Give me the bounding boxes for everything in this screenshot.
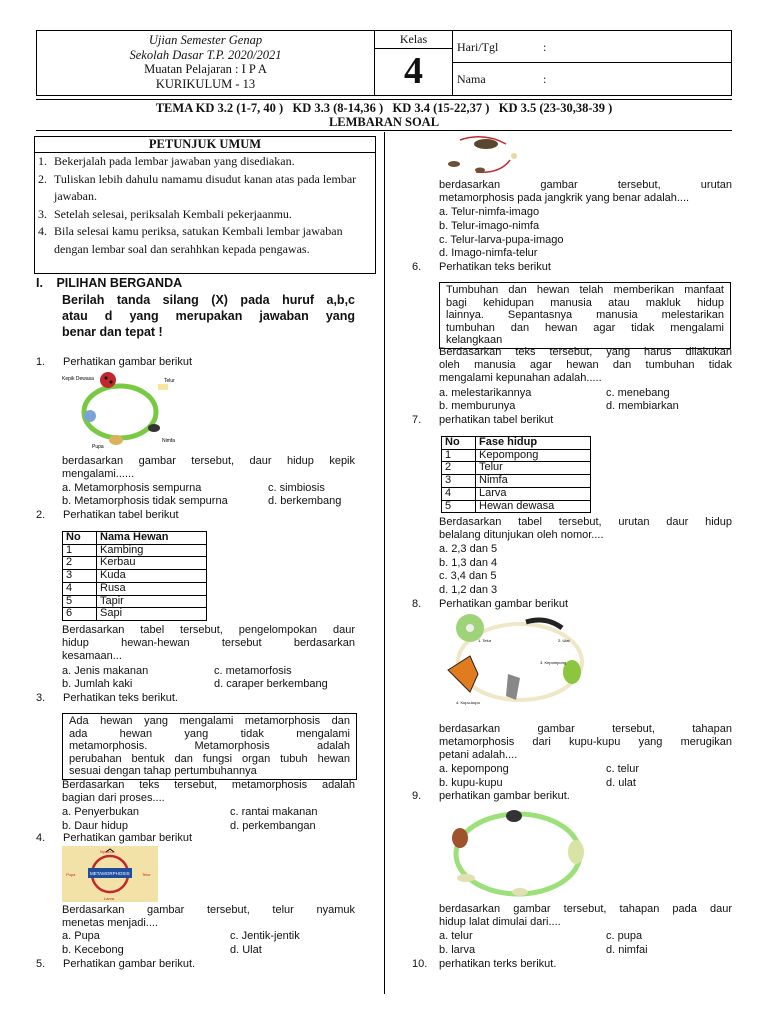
q5-stem: berdasarkan gambar tersebut, urutan metamorphosis pada jangkrik yang benar adalah.... (439, 179, 732, 204)
title-rule (36, 130, 732, 131)
section-instruction: Berilah tanda silang (X) pada huruf a,b,c atau d yang merupakan jawaban yang benar dan tepat ! (62, 293, 355, 339)
instructions-list (35, 153, 375, 258)
q8-option-b[interactable]: b. kupu-kupu (439, 777, 503, 789)
date-field[interactable] (453, 31, 732, 63)
name-colon: : (543, 72, 547, 86)
q3-text-box: Ada hewan yang mengalami metamorphosis dan ada hewan yang tidak mengalami metamorphosis. Metamorphosis adalah perubahan bentuk dan fungsi organ tubuh hewan sesuai dengan tahap pertumbuhannya (62, 713, 357, 780)
table-row: 6 Sapi (63, 608, 207, 621)
exam-header (36, 30, 732, 96)
section-heading (36, 276, 182, 291)
table-row: 4 Rusa (63, 582, 207, 595)
name-label: Nama (457, 72, 486, 86)
q4-option-a[interactable]: a. Pupa (62, 930, 100, 942)
instruction-item: 2. Tuliskan lebih dahulu namamu disudut kanan atas pada lembar jawaban. (38, 171, 357, 203)
q3-option-b[interactable]: b. Daur hidup (62, 820, 129, 832)
q5-option-c[interactable]: c. Telur-larva-pupa-imago (439, 234, 564, 246)
table-row: 5 Hewan dewasa (442, 500, 591, 513)
exam-title: Ujian Semester Genap (148, 33, 263, 47)
label-egg: Telur (164, 378, 175, 384)
mosquito-lifecycle-image (62, 846, 158, 902)
label-mosquito: Nyamuk (100, 849, 115, 854)
q4-option-d[interactable]: d. Ulat (230, 944, 262, 956)
q7-stem: Berdasarkan tabel tersebut, urutan daur hidup belalang ditunjukan oleh nomor.... (439, 516, 732, 541)
table-row: 2 Kerbau (63, 557, 207, 570)
label-metamorphosis: METAMORPHOSIS (90, 871, 130, 876)
table-row: 4 Larva (442, 487, 591, 500)
q9-option-a[interactable]: a. telur (439, 930, 473, 942)
label-larva: Larva (104, 896, 115, 901)
instructions-title: PETUNJUK UMUM (35, 137, 375, 153)
q5-option-b[interactable]: b. Telur-imago-nimfa (439, 220, 540, 232)
school-year: Sekolah Dasar T.P. 2020/2021 (129, 47, 282, 62)
date-label: Hari/Tgl (457, 40, 499, 54)
table-row: 1 Kambing (63, 544, 207, 557)
q6-option-d[interactable]: d. membiarkan (606, 400, 679, 412)
q2-option-d[interactable]: d. caraper berkembang (214, 678, 328, 690)
column-divider (384, 132, 385, 994)
theme-kd: TEMA KD 3.2 (1-7, 40 ) KD 3.3 (8-14,36 ) KD 3.4 (15-22,37 ) KD 3.5 (23-30,38-39 ) (155, 101, 613, 115)
q9-stem: berdasarkan gambar tersebut, tahapan pada daur hidup lalat dimulai dari.... (439, 903, 732, 928)
q4-option-c[interactable]: c. Jentik-jentik (230, 930, 300, 942)
label-caterpillar: 2. Ulat (558, 638, 570, 643)
label-cocoon: 3. Kepompong (540, 660, 567, 665)
table-row: 3 Kuda (63, 570, 207, 583)
butterfly-lifecycle-image (440, 612, 596, 708)
table-row: 5 Tapir (63, 595, 207, 608)
class-number: 4 (404, 50, 423, 92)
q4-option-b[interactable]: b. Kecebong (62, 944, 124, 956)
ladybug-lifecycle-image (62, 370, 186, 450)
q3-option-a[interactable]: a. Penyerbukan (62, 806, 140, 818)
q5-option-a[interactable]: a. Telur-nimfa-imago (439, 206, 540, 218)
q6-option-b[interactable]: b. memburunya (439, 400, 516, 412)
instruction-item: 4. Bila selesai kamu periksa, satukan Kembali lembar jawaban dengan lembar soal dan serahhkan kepada pengawas. (38, 224, 343, 256)
instruction-item: 3. Setelah selesai, periksalah Kembali pekerjaanmu. (38, 206, 292, 221)
q2-option-b[interactable]: b. Jumlah kaki (62, 678, 133, 690)
header-rule (36, 99, 732, 100)
q7-option-c[interactable]: c. 3,4 dan 5 (439, 570, 497, 582)
q1-option-c[interactable]: c. simbiosis (268, 482, 325, 494)
phase-table: No Fase hidup 1 Kepompong 2 Telur 3 Nimfa 4 Larva 5 Hewan dewasa (441, 436, 591, 513)
q2-option-c[interactable]: c. metamorfosis (214, 665, 292, 677)
q8-option-a[interactable]: a. kepompong (439, 763, 509, 775)
label-nymph: Nimfa (162, 438, 176, 444)
q6-option-c[interactable]: c. menebang (606, 387, 670, 399)
q1-option-b[interactable]: b. Metamorphosis tidak sempurna (62, 495, 228, 507)
label-egg: 1. Telur (478, 638, 492, 643)
q1-stem: berdasarkan gambar tersebut, daur hidup kepik mengalami...... (62, 455, 355, 480)
instruction-item: 1. Bekerjalah pada lembar jawaban yang disediakan. (38, 154, 295, 168)
q6-text-box: Tumbuhan dan hewan telah memberikan manfaat bagi kehidupan manusia atau makluk hidup lainnya. Sepantasnya manusia melestarikan tumbuhan dan hewan agar tidak mengalami kelangkaan (439, 282, 731, 349)
cricket-lifecycle-image (440, 134, 526, 178)
q3-option-c[interactable]: c. rantai makanan (230, 806, 318, 818)
sheet-title: LEMBARAN SOAL (328, 115, 440, 129)
animal-table: No Nama Hewan 1 Kambing 2 Kerbau 3 Kuda 4 Rusa 5 Tapir 6 Sapi (62, 531, 207, 621)
q2-stem: Berdasarkan tabel tersebut, pengelompokan daur hidup hewan-hewan tersebut berdasarkan kesamaan... (62, 624, 355, 662)
q8-option-c[interactable]: c. telur (606, 763, 640, 775)
q3-stem: Berdasarkan teks tersebut, metamorphosis adalah bagian dari proses.... (62, 779, 355, 804)
table-row: 2 Telur (442, 462, 591, 475)
q2-option-a[interactable]: a. Jenis makanan (62, 665, 149, 677)
q8-stem: berdasarkan gambar tersebut, tahapan metamorphosis dari kupu-kupu yang merugikan petani adalah.... (439, 723, 732, 761)
label-egg: Telur (142, 872, 151, 877)
fly-lifecycle-image (440, 804, 596, 900)
class-label: Kelas (375, 31, 452, 49)
student-info (453, 31, 732, 95)
q9-option-c[interactable]: c. pupa (606, 930, 643, 942)
q9-option-b[interactable]: b. larva (439, 944, 476, 956)
name-field[interactable] (453, 63, 732, 95)
instructions-box (34, 136, 376, 274)
label-butterfly: 4. Kupu-kupu (456, 700, 480, 705)
q8-option-d[interactable]: d. ulat (606, 777, 636, 789)
school-info (37, 31, 375, 95)
q6-stem: Berdasarkan teks tersebut, yang harus dilakukan oleh manusia agar hewan dan tumbuhan tidak mengalami kepunahan adalah..... (439, 346, 732, 384)
q7-option-a[interactable]: a. 2,3 dan 5 (439, 543, 498, 555)
q4-stem: Berdasarkan gambar tersebut, telur nyamuk menetas menjadi.... (62, 904, 355, 929)
label-pupa: Pupa (92, 444, 104, 450)
q6-option-a[interactable]: a. melestarikannya (439, 387, 532, 399)
q9-option-d[interactable]: d. nimfai (606, 944, 648, 956)
date-colon: : (543, 40, 547, 54)
q1-option-a[interactable]: a. Metamorphosis sempurna (62, 482, 202, 494)
subject: Muatan Pelajaran : I P A (144, 62, 267, 76)
q7-option-b[interactable]: b. 1,3 dan 4 (439, 557, 498, 569)
section-title: PILIHAN BERGANDA (56, 276, 183, 290)
table-row: 3 Nimfa (442, 475, 591, 488)
q3-option-d[interactable]: d. perkembangan (230, 820, 316, 832)
label-adult: Kepik Dewasa (62, 376, 94, 382)
label-pupa: Pupa (66, 872, 76, 877)
theme-heading (36, 101, 732, 129)
curriculum: KURIKULUM - 13 (155, 76, 256, 91)
section-number: I. (36, 276, 43, 290)
q7-option-d[interactable]: d. 1,2 dan 3 (439, 584, 498, 596)
class-box (375, 31, 453, 95)
q5-option-d[interactable]: d. Imago-nimfa-telur (439, 247, 538, 259)
table-row: 1 Kepompong (442, 449, 591, 462)
q1-option-d[interactable]: d. berkembang (268, 495, 342, 507)
